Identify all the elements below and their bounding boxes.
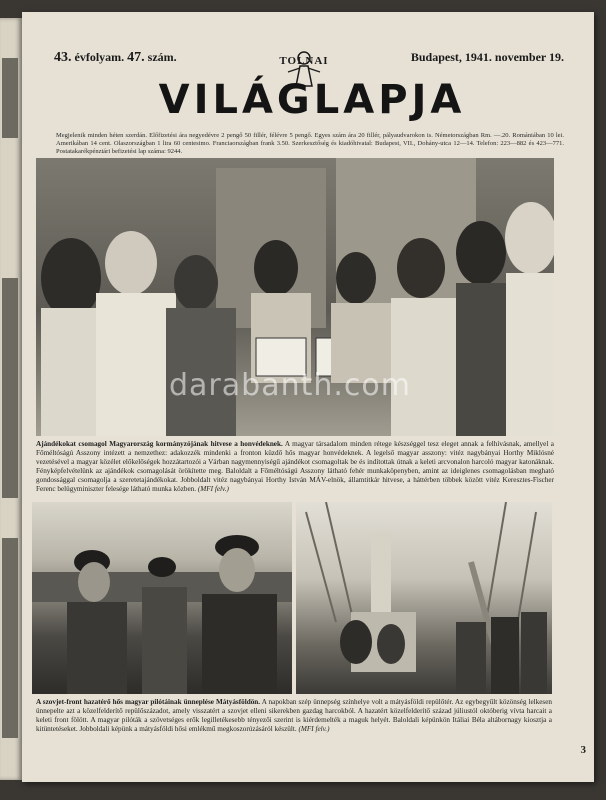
photo-pilots-ceremony-illustration — [32, 502, 292, 694]
page-number: 3 — [580, 744, 586, 756]
tolnai-label: TOLNAI — [279, 55, 329, 67]
volume-label: évfolyam. — [74, 50, 125, 64]
caption-pilots-ceremony-title: A szovjet-front hazatérő hős magyar pilótáinak ünneplése Mátyásföldön. — [36, 698, 261, 706]
watermark: darabanth.com — [169, 368, 411, 403]
volume-number: 43. — [54, 50, 72, 65]
caption-pilots-ceremony-credit: (MFI felv.) — [298, 725, 330, 733]
issue-date: Budapest, 1941. november 19. — [410, 50, 564, 64]
issue-number: 47. — [127, 50, 145, 65]
caption-pilots-ceremony — [36, 698, 552, 734]
caption-gift-packing — [36, 440, 554, 494]
previous-page-strip — [2, 278, 18, 498]
previous-page-strip — [2, 538, 18, 738]
caption-pilots-ceremony-body: A napokban szép ünnepség színhelye volt a mátyásföldi repülőtér. Az egybegyűlt közönség lelkesen ünnepelte azt a közelfelderítő repülőszázadot, amely visszatért a szovjet elleni sikerekben gazdag harcokból. A hazatért közelfelderítő század júliustól októberig vívta harcait a keleti front fölött. A magyar pilóták a szövetséges erők legilletékesebb tényezői szerint is kiérdemelték a maguk helyét. Baloldali képünkön Itáliai Béla altábornagy kiosztja a kitüntetéseket. Jobboldali képünk a mátyásföldi hősi emlékmű megkoszorúzásáról készült. — [36, 698, 552, 733]
caption-gift-packing-title: Ajándékokat csomagol Magyarország kormányzójának hitvese a honvédeknek. — [36, 440, 283, 448]
volume-info — [54, 50, 177, 66]
issue-label: szám. — [147, 50, 177, 64]
photo-pilots-ceremony — [32, 502, 292, 694]
photo-memorial-wreath-illustration — [296, 502, 552, 694]
masthead-title: VILÁGLAPJA — [158, 77, 466, 123]
subscription-info: Megjelenik minden héten szerdán. Előfizetési ára negyedévre 2 pengő 50 fillér, félévre 5 pengő. Egyes szám ára 20 fillér, pályaudvarokon is. Németországban Rm. —.20. Romániában 10 lei. Amerikában 14 cent. Olaszországban 1 lira 60 centesimo. Franciaországban frank 3.50. Szerkesztőség és kiadóhivatal: Budapest, VII., Dohány-utca 12—14. Telefon: 223—882 és 423—771. Postatakarékpénztári befizetési lap száma: 9244. — [56, 132, 564, 155]
previous-page-edge — [0, 18, 22, 780]
caption-gift-packing-credit: (MFI felv.) — [197, 485, 229, 493]
photo-memorial-wreath — [296, 502, 552, 694]
previous-page-strip — [2, 58, 18, 138]
caption-gift-packing-body: A magyar társadalom minden rétege készséggel tesz eleget annak a felhívásnak, amellyel a Főméltóságú Asszony intézett a nemzethez: adakozzék mindenki a fronton küzdő hős magyar honvédeknek. A legelső magyar asszony: vitéz nagybányai Horthy Miklósné vezetésével a magyar közélet előkelőségek hozzátartozói a Várban nagymennyiségű ajándékot csomagoltak be és indítottak útnak a keleti arcvonalon harcoló magyar katonáknak. Fényképfelvételünk az ajándékok csomagolását örökítette meg. Baloldalt a Főméltóságú Asszony látható fehér munkaköpenyben, amint az ideiglenes csomagolásban megható gondossággal csomagolja a szeretetajándékokat. Jobboldalt vitéz nagybányai Horthy István MÁV-elnök, államtitkár hitvese, a háttérben többek között vitéz Keresztes-Fischer Ferenc belügyminiszter felesége látható munka közben. — [36, 440, 554, 493]
